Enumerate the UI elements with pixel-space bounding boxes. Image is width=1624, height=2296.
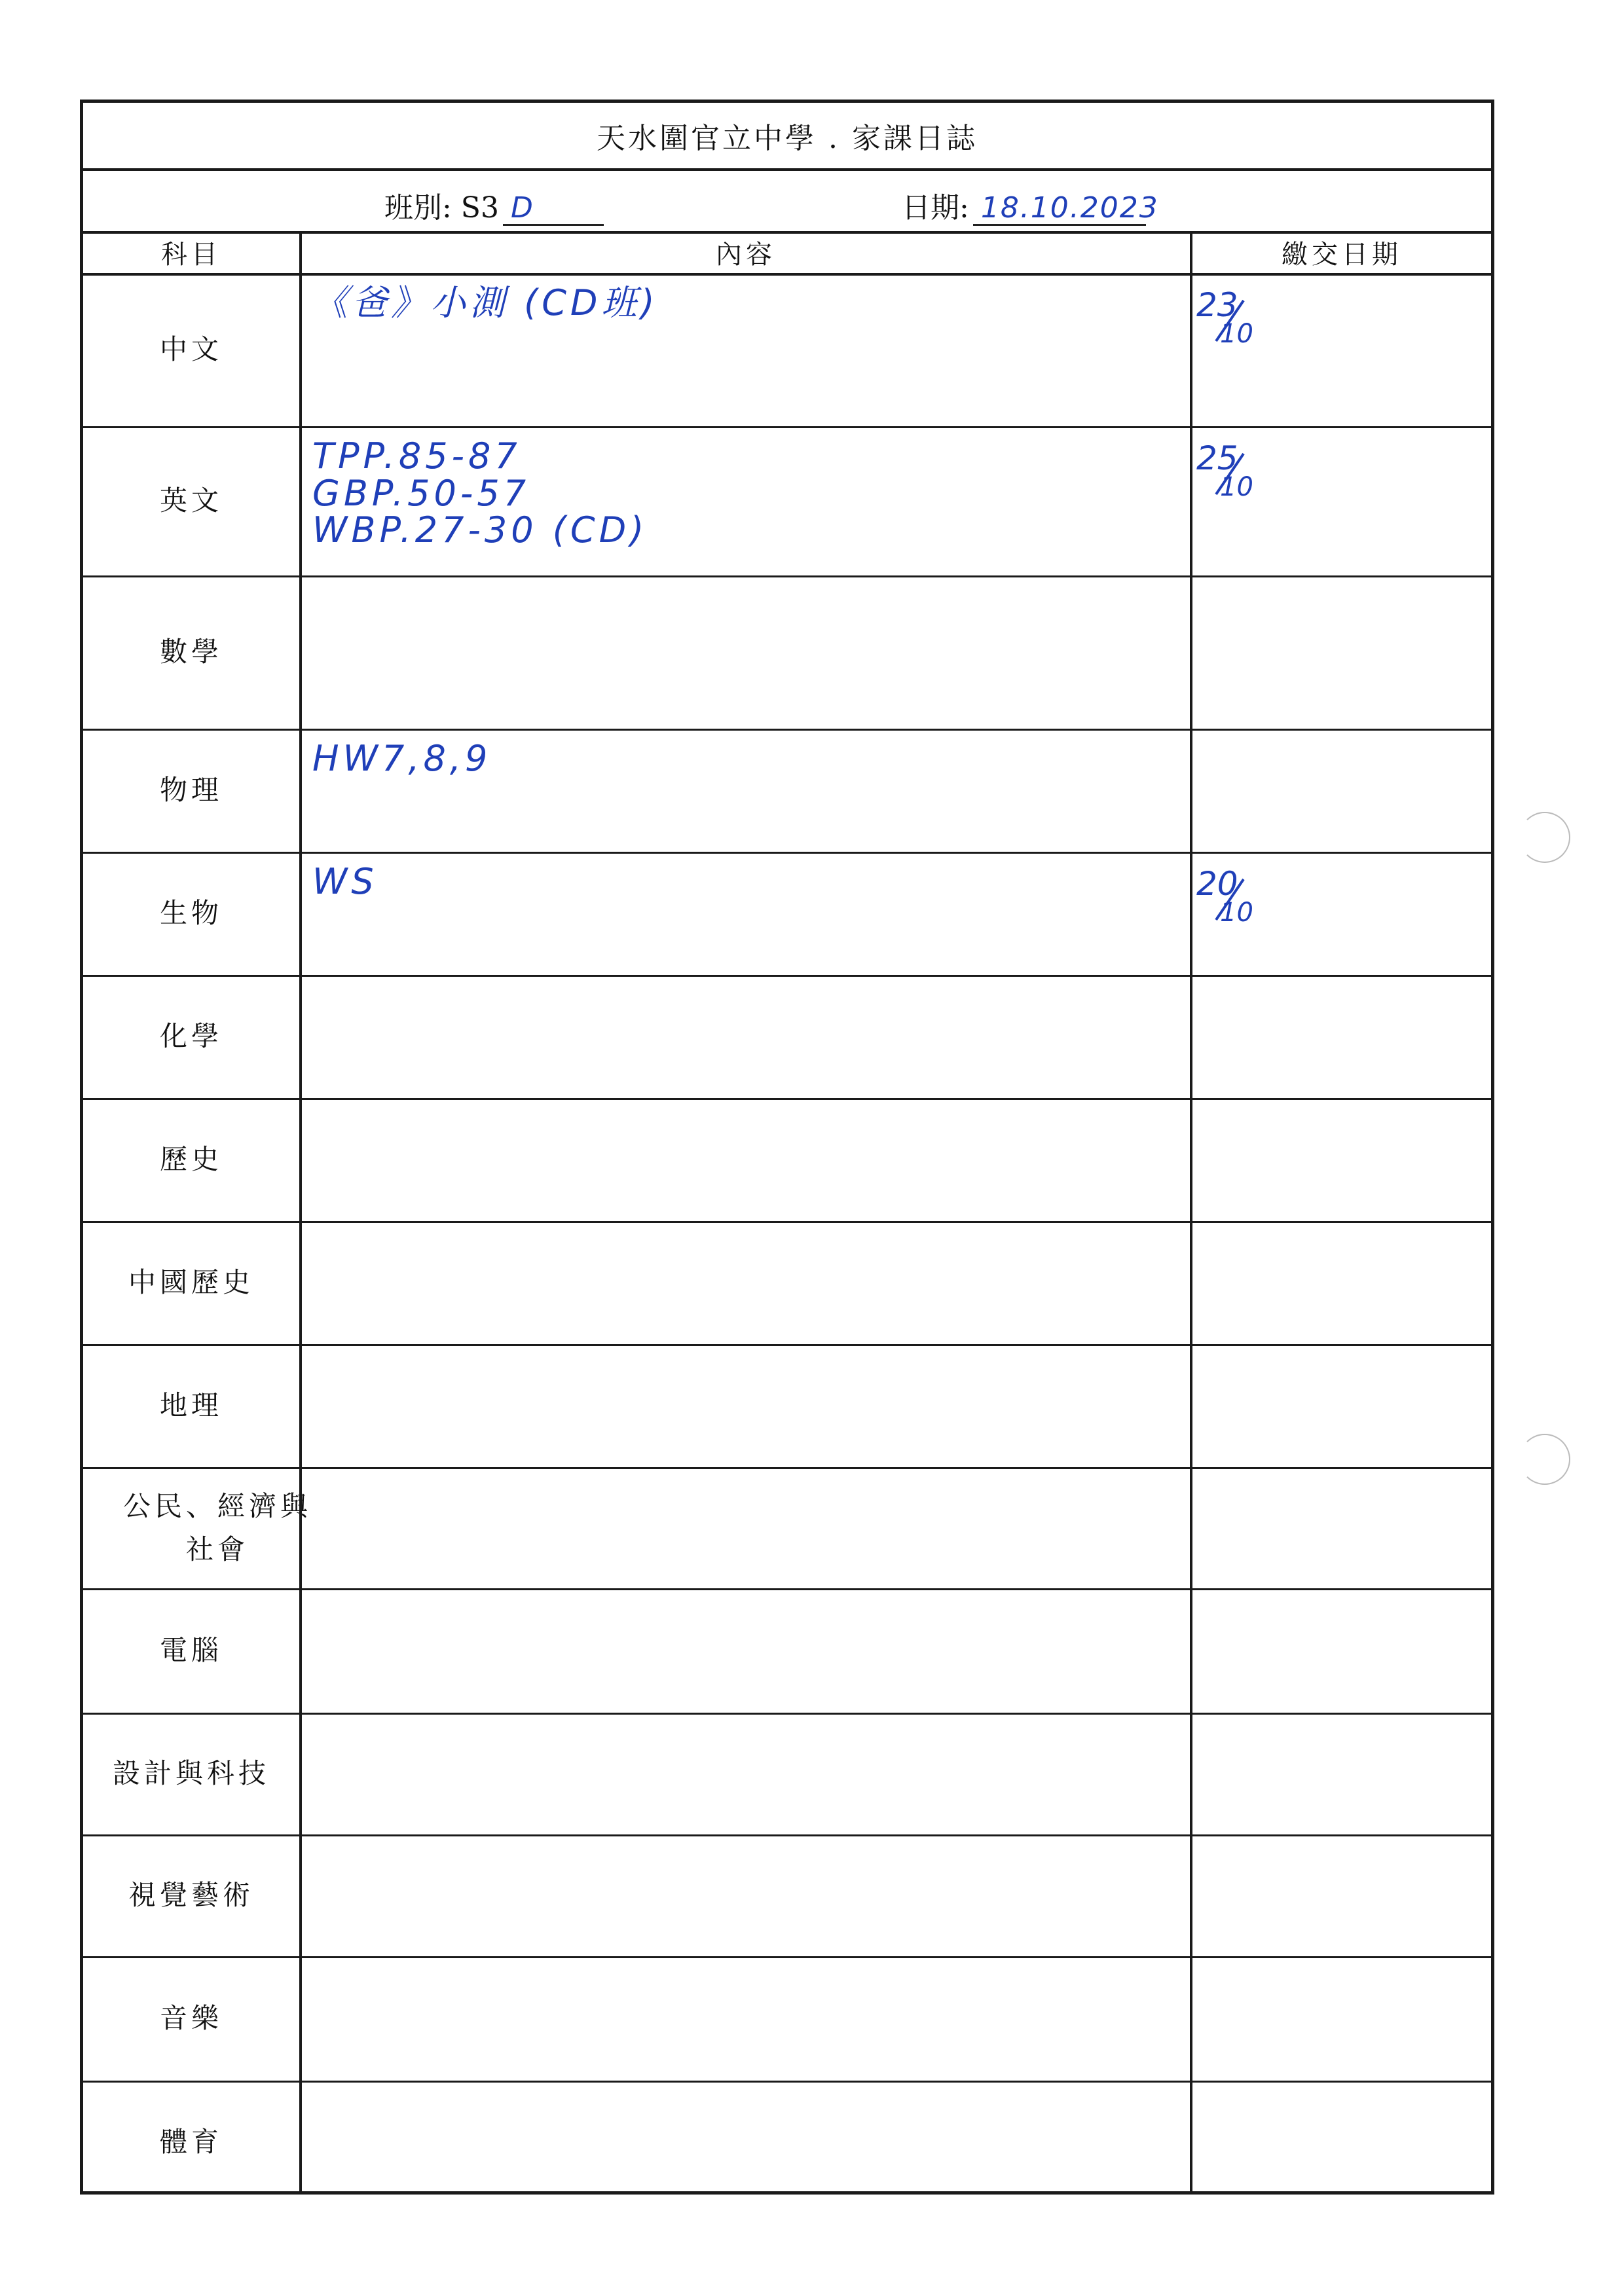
content-cell: 《爸》小測 (CD班) — [312, 282, 659, 323]
due-date-cell — [1196, 439, 1253, 502]
due-day: 25 — [1196, 439, 1238, 477]
subject-cell: 體育 — [159, 2126, 223, 2159]
table-row — [83, 1834, 1491, 1958]
fraction-slash-icon — [1211, 877, 1250, 922]
table-row — [83, 1467, 1491, 1590]
table-row — [83, 1098, 1491, 1223]
due-month: 10 — [1220, 898, 1253, 928]
subject-cell: 音樂 — [159, 2002, 223, 2035]
subject-cell: 中文 — [159, 333, 223, 366]
subject-cell: 化學 — [159, 1020, 223, 1053]
date-field — [902, 184, 1159, 226]
header-due: 繳交日期 — [1282, 239, 1402, 270]
page-title: 天水圍官立中學 . 家課日誌 — [83, 103, 1491, 171]
header-subject: 科目 — [161, 239, 221, 270]
column-divider — [299, 231, 302, 2191]
subject-cell: 物理 — [159, 774, 223, 807]
due-day: 23 — [1196, 286, 1238, 324]
meta-row — [83, 168, 1491, 234]
table-row — [83, 426, 1491, 577]
subject-cell: 英文 — [159, 484, 223, 517]
table-row — [83, 1344, 1491, 1469]
class-field — [384, 184, 604, 226]
table-row — [83, 575, 1491, 731]
subject-cell: 數學 — [159, 636, 223, 668]
subject-cell: 視覺藝術 — [128, 1879, 254, 1912]
homework-log-sheet — [80, 100, 1494, 2195]
date-label: 日期: — [902, 191, 969, 225]
content-cell: WS — [312, 861, 378, 902]
fraction-slash-icon — [1211, 451, 1250, 497]
due-date-cell — [1196, 286, 1253, 349]
due-month: 10 — [1220, 319, 1253, 349]
subject-cell: 公民、經濟與社會 — [122, 1490, 312, 1565]
subject-cell: 電腦 — [159, 1634, 223, 1667]
table-row — [83, 273, 1491, 428]
due-day: 20 — [1196, 865, 1238, 903]
date-value: 18.10.2023 — [973, 192, 1146, 226]
table-row — [83, 1221, 1491, 1346]
punch-hole-mark — [1519, 812, 1570, 863]
table-row — [83, 1713, 1491, 1836]
subject-cell: 地理 — [159, 1389, 223, 1422]
subject-cell: 歷史 — [159, 1143, 223, 1176]
table-row — [83, 852, 1491, 977]
subject-cell: 設計與科技 — [112, 1757, 270, 1790]
table-row — [83, 1588, 1491, 1715]
content-cell: TPP.85-87 GBP.50-57 WBP.27-30 (CD) — [312, 435, 648, 551]
subject-cell: 生物 — [159, 897, 223, 930]
header-content: 內容 — [716, 239, 776, 270]
column-divider — [1190, 231, 1192, 2191]
homework-table — [83, 231, 1491, 2191]
content-cell: HW7,8,9 — [312, 738, 492, 779]
class-value: D — [503, 192, 604, 226]
table-row — [83, 1956, 1491, 2083]
table-header — [83, 231, 1491, 276]
punch-hole-mark — [1519, 1434, 1570, 1485]
due-month: 10 — [1220, 472, 1253, 502]
table-row — [83, 2081, 1491, 2204]
table-row — [83, 729, 1491, 854]
due-date-cell — [1196, 865, 1253, 928]
table-row — [83, 975, 1491, 1100]
fraction-slash-icon — [1211, 298, 1250, 344]
class-label: 班別: S3 — [384, 191, 499, 225]
subject-cell: 中國歷史 — [128, 1266, 254, 1299]
